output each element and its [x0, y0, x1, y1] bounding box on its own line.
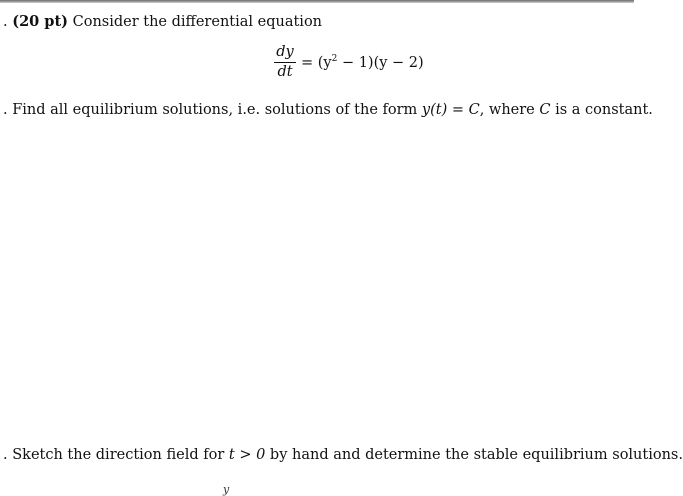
cut-off-axis-label: y	[223, 483, 230, 496]
equation-rhs	[301, 54, 424, 72]
problem-bullet: .	[3, 14, 8, 30]
problem-heading	[3, 13, 322, 31]
fraction-numerator: dy	[276, 44, 294, 60]
part-a-math-c: C	[539, 102, 551, 118]
rhs-part2: − 1)(y − 2)	[341, 55, 424, 71]
part-a-text-before: Find all equilibrium solutions, i.e. solutions of the form	[12, 102, 422, 118]
problem-intro: Consider the differential equation	[72, 14, 323, 30]
part-a-math-yc: y(t) = C	[421, 102, 480, 118]
part-b-text-after: by hand and determine the stable equilibrium solutions.	[265, 447, 683, 463]
rhs-exponent: 2	[331, 54, 338, 64]
rhs-part1: = (y	[301, 55, 332, 71]
top-border	[0, 0, 634, 3]
part-b-text-before: Sketch the direction field for	[12, 447, 229, 463]
problem-points: (20 pt)	[12, 13, 69, 30]
part-b-math: t > 0	[228, 447, 266, 463]
part-a-text-middle: , where	[479, 102, 540, 118]
part-a-bullet: .	[3, 102, 8, 118]
fraction-denominator: dt	[277, 64, 293, 80]
part-a-text-after: is a constant.	[550, 102, 653, 118]
part-b-question	[3, 446, 683, 464]
part-a-question	[3, 101, 653, 119]
part-b-bullet: .	[3, 447, 8, 463]
fraction-bar	[274, 62, 296, 63]
